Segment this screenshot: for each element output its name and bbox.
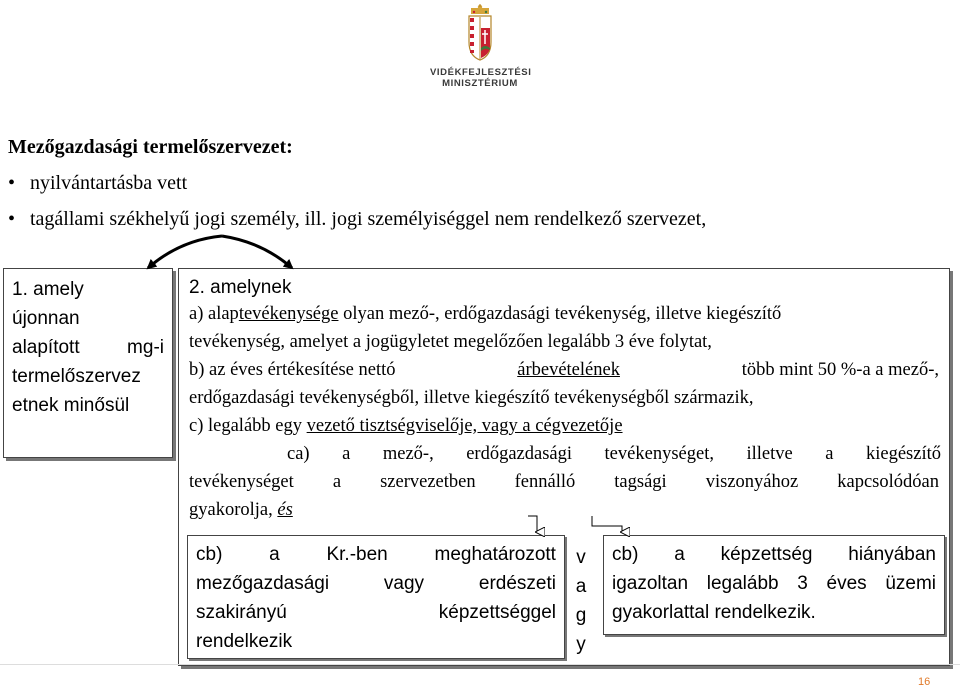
word: vagy (383, 573, 425, 594)
ministry-name-line2: MINISZTÉRIUM (442, 78, 518, 89)
text-span: b) az éves értékesítése nettó (189, 360, 396, 380)
bullet-dot: • (8, 208, 16, 230)
word: a (342, 444, 351, 464)
underlined-text: tevékenysége (238, 304, 339, 324)
condition-a-line2: tevékenység, amelyet a jogügyletet megelőzően legalább 3 éve folytat, (189, 332, 712, 352)
underlined-text: árbevételének (517, 360, 620, 380)
bullet-text: tagállami székhelyű jogi személy, ill. jogi személyiséggel nem rendelkező szervezet, (30, 208, 707, 230)
letter: g (575, 605, 587, 626)
word: szakirányú (196, 602, 287, 623)
text-span: több mint 50 %-a a mező-, (741, 360, 939, 380)
section-heading: Mezőgazdasági termelőszervezet: (8, 136, 293, 158)
word: a (269, 544, 280, 565)
arrow-to-cb-left (528, 516, 537, 532)
arrow-to-cb-right (592, 516, 622, 532)
box-word: mg-i (127, 337, 164, 358)
word: rendelkezik (196, 631, 293, 652)
arrow-to-main-box (222, 236, 292, 268)
word: ca) (287, 444, 310, 464)
word: Kr.-ben (326, 544, 388, 565)
word: a (674, 544, 685, 565)
word: illetve (746, 444, 793, 464)
word: szervezetben (380, 472, 476, 492)
text-span: c) legalább egy (189, 416, 307, 436)
word: 3 (797, 573, 808, 594)
word: mezőgazdasági (196, 573, 330, 594)
word: igazoltan (612, 573, 689, 594)
box-word: újonnan (12, 308, 80, 329)
letter: v (576, 547, 586, 568)
page-number: 16 (918, 676, 931, 688)
arrow-to-left-box (148, 236, 222, 268)
text-span: gyakorolja, (189, 500, 278, 520)
word: viszonyához (705, 472, 799, 492)
word: legalább (706, 573, 779, 594)
condition-b-line2: erdőgazdasági tevékenységből, illetve kiegészítő tevékenységből származik, (189, 388, 754, 408)
word: éves (826, 573, 867, 594)
word: erdőgazdasági (466, 444, 573, 464)
box-word: 1. amely (12, 279, 84, 300)
word: mező-, (382, 444, 434, 464)
word: fennálló (514, 472, 576, 492)
word: kapcsolódóan (837, 472, 939, 492)
underlined-text: és (277, 500, 293, 520)
word: képzettség (720, 544, 813, 565)
word: gyakorlattal rendelkezik. (612, 602, 816, 623)
word: a (332, 472, 342, 492)
footer-divider (0, 664, 960, 665)
ministry-name-line1: VIDÉKFEJLESZTÉSI (430, 67, 532, 78)
text-span: olyan mező-, erdőgazdasági tevékenység, illetve kiegészítő (338, 304, 782, 324)
text-span: a) alap (189, 304, 239, 324)
bullet-text: nyilvántartásba vett (30, 172, 188, 194)
word: cb) (612, 544, 639, 565)
bullet-dot: • (8, 172, 16, 194)
word: üzemi (885, 573, 936, 594)
word: kiegészítő (865, 444, 941, 464)
word: tevékenységet (189, 472, 294, 492)
box-word: alapított (12, 337, 80, 358)
word: erdészeti (478, 573, 556, 594)
word: tagsági (614, 472, 667, 492)
box-word: termelőszervez (12, 366, 141, 387)
word: hiányában (848, 544, 936, 565)
conditions-title: 2. amelynek (189, 277, 292, 298)
letter: y (576, 634, 586, 655)
word: képzettséggel (438, 602, 556, 623)
word: meghatározott (434, 544, 556, 565)
word: a (825, 444, 834, 464)
underlined-text: vezető tisztségviselője, vagy a cégvezetője (306, 416, 623, 436)
box-word: etnek minősül (12, 395, 130, 416)
letter: a (575, 576, 587, 597)
word: cb) (196, 544, 223, 565)
word: tevékenységet, (604, 444, 714, 464)
